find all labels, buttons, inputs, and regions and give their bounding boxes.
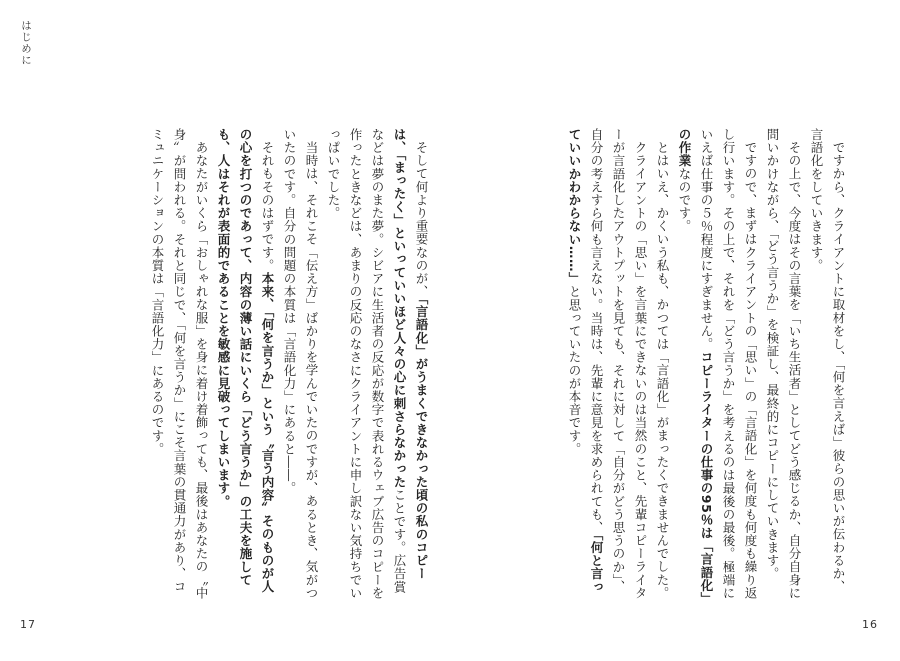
emphasis-text: 「何と言っていいかわからない……」 — [567, 128, 604, 594]
right-paragraph — [761, 128, 805, 600]
left-paragraph — [146, 128, 212, 600]
body-text: と思っていたのが本音です。 — [567, 285, 582, 456]
right-page-text — [461, 128, 849, 600]
right-paragraph — [673, 128, 761, 600]
body-text: 当時は、それこそ「伝え方」ばかりを学んでいたのですが、あるとき、気がついたのです。自分の問題の本質は「言語化力」にあると――。 — [282, 128, 319, 599]
body-text: それもそのはずです。 — [260, 140, 275, 272]
body-text: あなたがいくら「おしゃれな服」を身に着け着飾っても、最後はあなたの〝中身〟が問われる。それと同じで、「何を言うか」にこそ言葉の貫通力があり、コミュニケーションの本質は「言語化力」にあるのです。 — [150, 128, 209, 599]
body-text: その上で、今度はその言葉を「いち生活者」としてどう感じるか、自分自身に問いかけながら、「どう言うか」を検証し、最終的にコピーにしていきます。 — [765, 128, 802, 599]
emphasis-text: コピーライターの仕事の95％は「言語化」の作業 — [677, 128, 714, 599]
emphasis-text: 本来、「何を言うか」という〝言う内容〟そのものが人の心を打つのであって、内容の薄い話にいくら「どう言うか」の工夫を施しても、人はそれが表面的であることを敏感に見破ってしまいます。 — [216, 128, 275, 593]
body-text: とはいえ、かくいう私も、かつては「言語化」がまったくできませんでした。 — [655, 140, 670, 599]
page-number-left: 17 — [20, 618, 36, 631]
body-text: そして何より重要なのが、 — [414, 140, 429, 298]
right-paragraph — [563, 128, 651, 600]
left-paragraph — [278, 128, 322, 600]
body-text: ことです。広告賞などは夢のまた夢。シビアに生活者の反応が数字で表れるウェブ広告のコピーを作ったときなどは、あまりの反応のなさにクライアントに申し訳ない気持ちでいっぱいでした。 — [326, 128, 407, 600]
right-paragraph — [805, 128, 849, 600]
running-head: はじめに — [20, 20, 32, 66]
right-paragraph — [651, 128, 673, 600]
emphasis-text: 「言語化」がうまくできなかった頃の私のコピーは、「まったく」といっていいほど人々の心に刺さらなかった — [392, 128, 429, 580]
left-page-text — [46, 128, 432, 600]
body-text: ですから、クライアントに取材をし、「何を言えば」彼らの思いが伝わるか、言語化をしていきます。 — [809, 128, 846, 593]
page-number-right: 16 — [862, 618, 878, 631]
left-paragraph — [212, 128, 278, 600]
left-paragraph — [322, 128, 432, 600]
body-text: なのです。 — [677, 167, 692, 233]
body-text: クライアントの「思い」を言葉にできないのは当然のこと、先輩コピーライターが言語化したアウトプットを見ても、それに対して「自分がどう思うのか」、自分の考えすら何も言えない。当時は、先輩に意見を求められても、 — [589, 128, 648, 599]
body-text: ですので、まずはクライアントの「思い」の「言語化」を何度も何度も繰り返し行います。その上で、それを「どう言うか」を考えるのは最後の最後。極端にいえば仕事の５％程度にすぎません。 — [699, 128, 758, 600]
